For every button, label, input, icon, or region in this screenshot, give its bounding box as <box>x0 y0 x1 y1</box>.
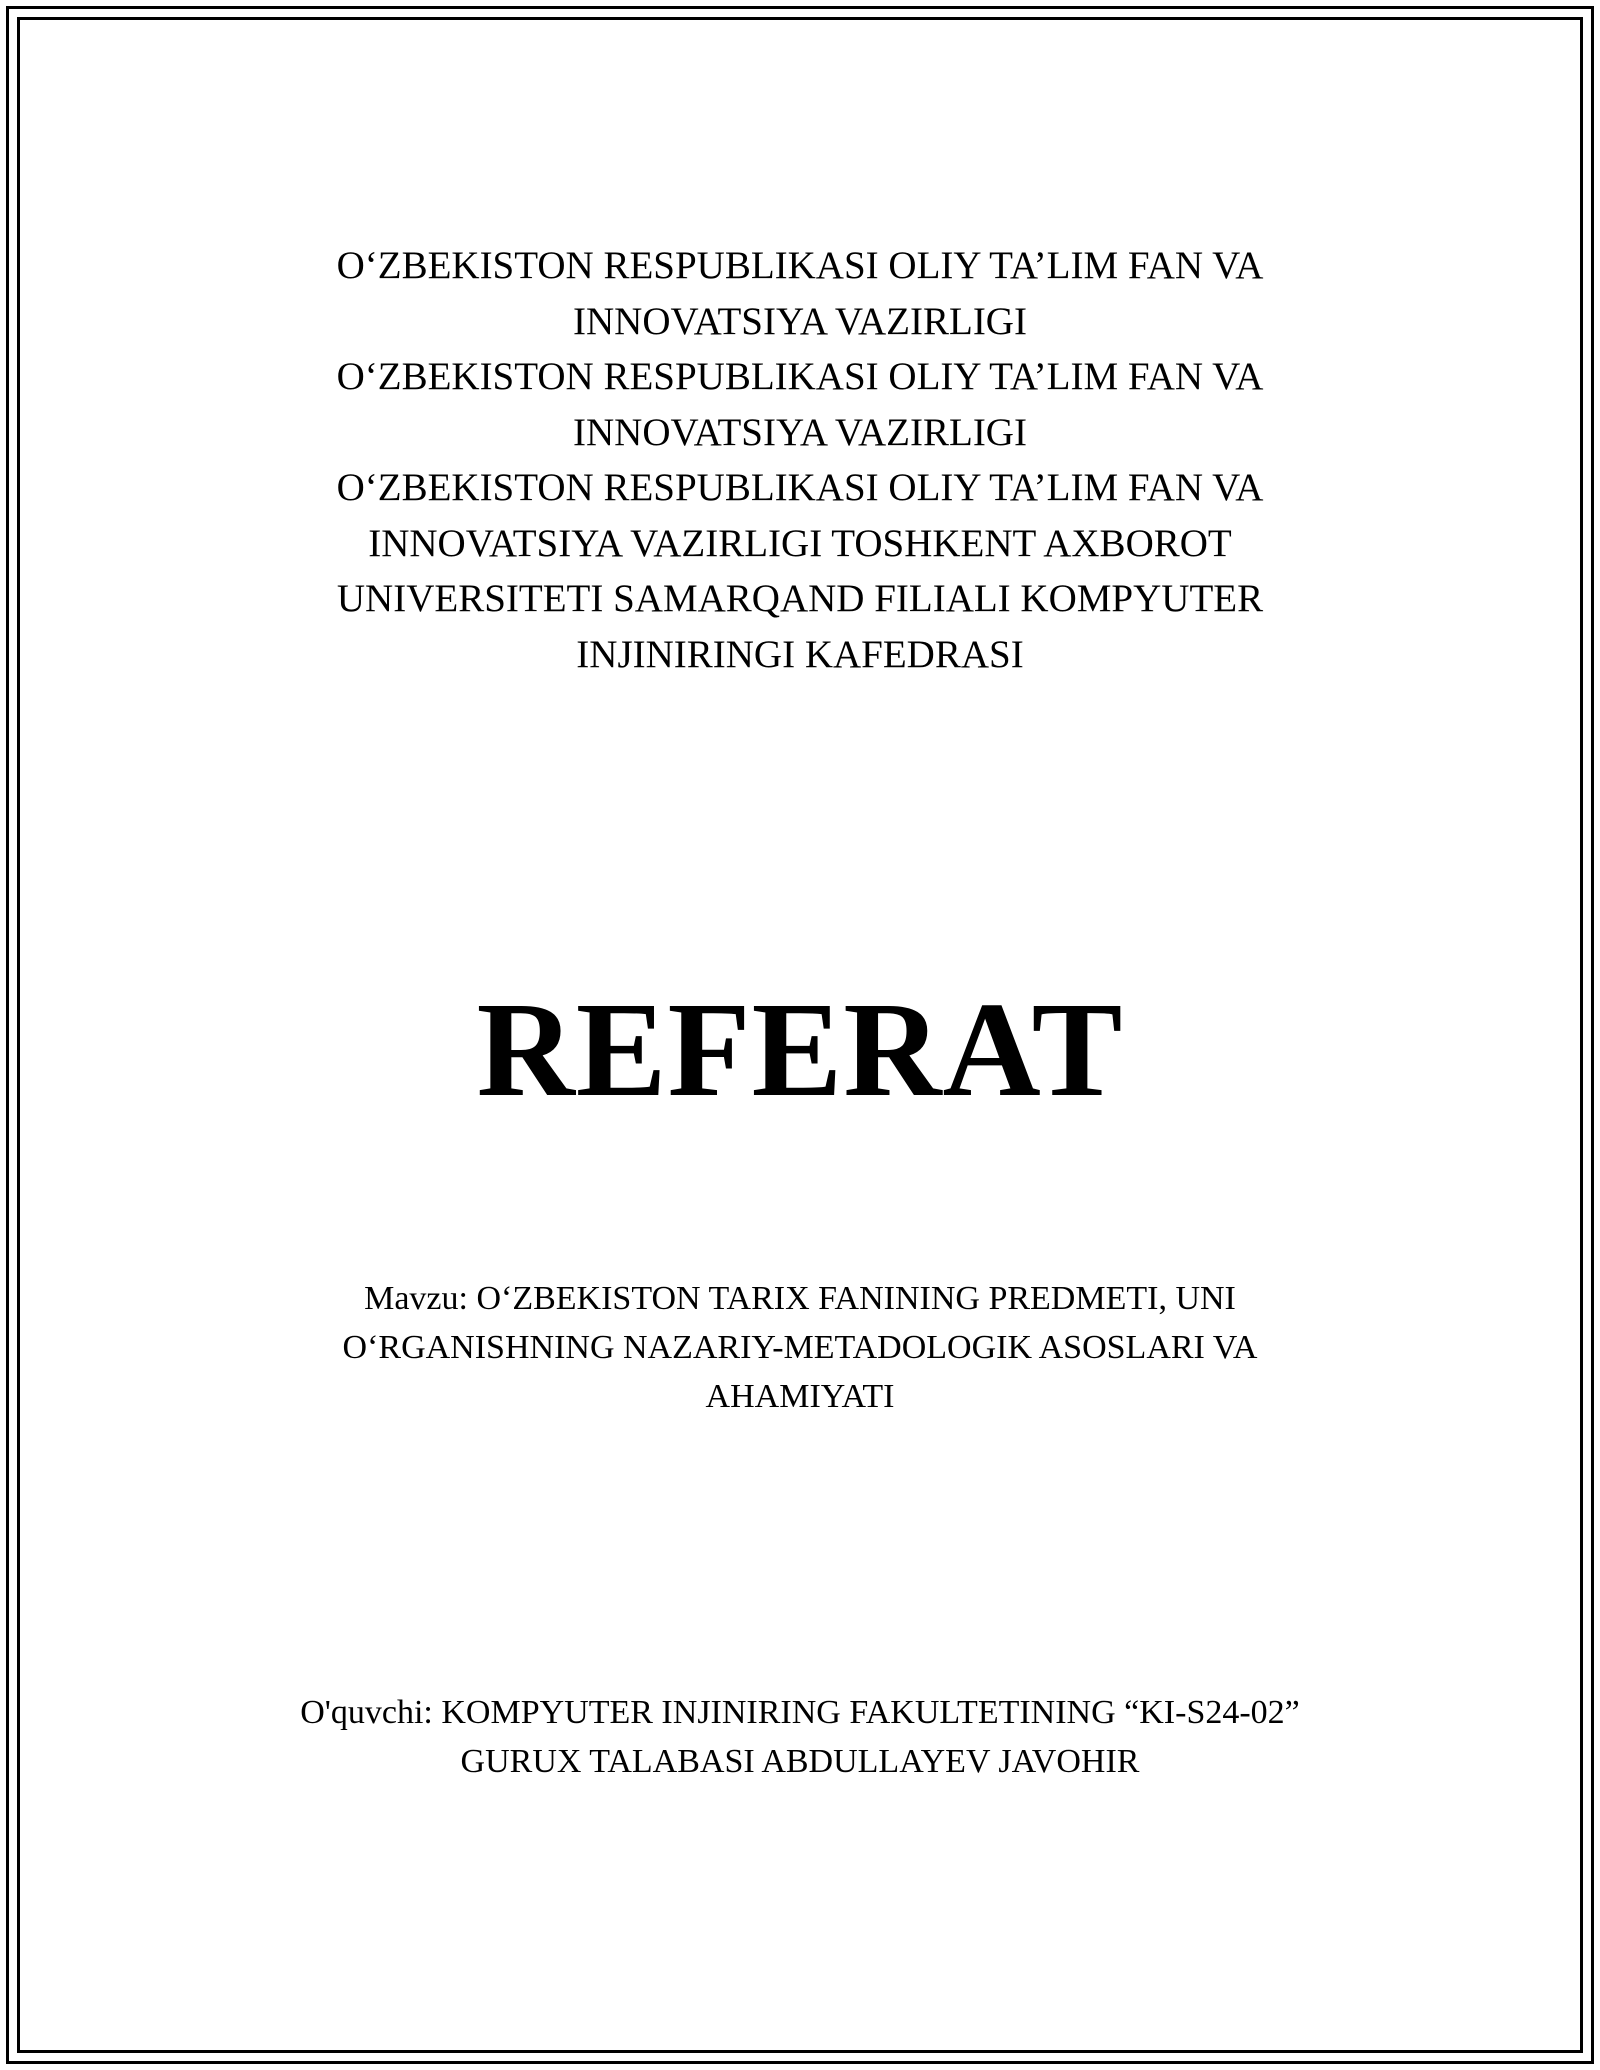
header-line: INNOVATSIYA VAZIRLIGI <box>573 299 1027 343</box>
topic-line: AHAMIYATI <box>705 1378 895 1415</box>
header-line: O‘ZBEKISTON RESPUBLIKASI OLIY TA’LIM FAN VA <box>336 244 1264 287</box>
header-line: INNOVATSIYA VAZIRLIGI <box>573 410 1027 454</box>
student-block <box>200 1688 1400 1786</box>
ministry-header <box>200 238 1400 682</box>
topic-block <box>200 1274 1400 1421</box>
header-line: UNIVERSITETI SAMARQAND FILIALI KOMPYUTER <box>336 577 1264 620</box>
student-line: GURUX TALABASI ABDULLAYEV JAVOHIR <box>460 1743 1140 1780</box>
header-line: O‘ZBEKISTON RESPUBLIKASI OLIY TA’LIM FAN VA <box>336 355 1264 398</box>
header-line: INNOVATSIYA VAZIRLIGI TOSHKENT AXBOROT <box>368 521 1232 565</box>
student-line: O'quvchi: KOMPYUTER INJINIRING FAKULTETINING “KI-S24-02” <box>300 1694 1300 1731</box>
topic-line: O‘RGANISHNING NAZARIY-METADOLOGIK ASOSLARI VA <box>342 1329 1258 1366</box>
document-title: REFERAT <box>476 975 1124 1125</box>
header-line: INJINIRINGI KAFEDRASI <box>576 632 1024 676</box>
topic-line: Mavzu: O‘ZBEKISTON TARIX FANINING PREDMETI, UNI <box>364 1280 1236 1317</box>
header-line: O‘ZBEKISTON RESPUBLIKASI OLIY TA’LIM FAN VA <box>336 466 1264 509</box>
